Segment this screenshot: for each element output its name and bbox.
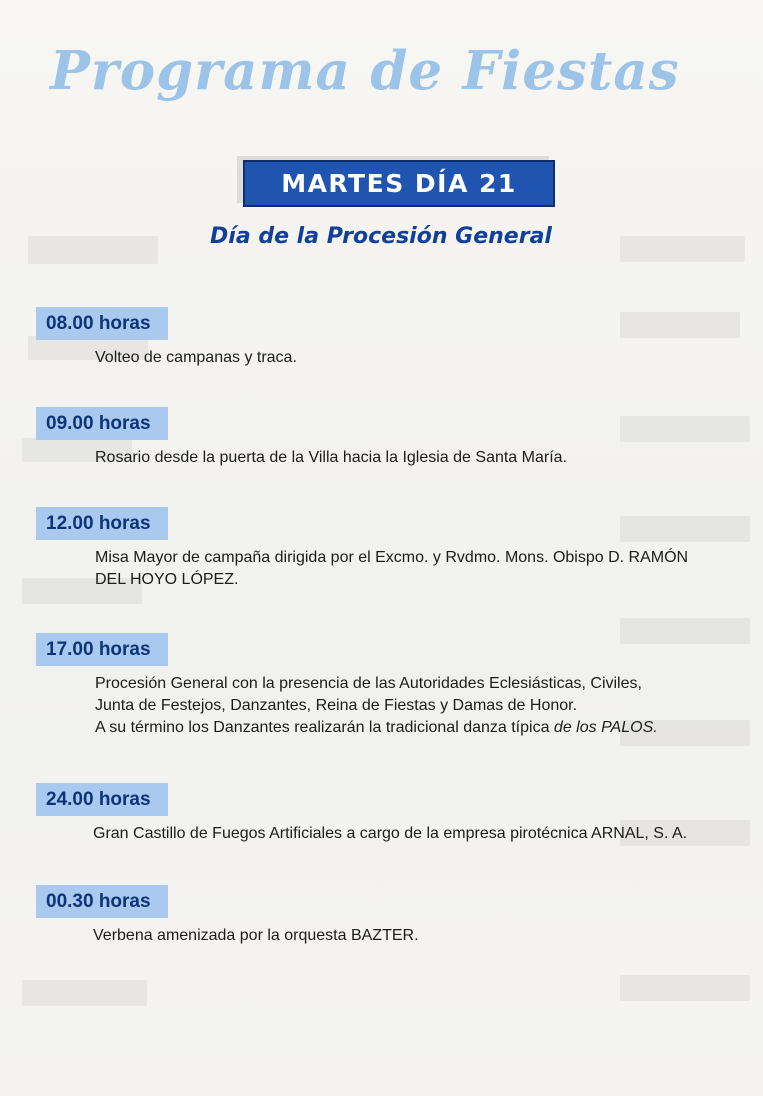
day-banner <box>243 160 555 207</box>
day-subtitle: Día de la Procesión General <box>210 224 552 249</box>
show-through-block <box>620 312 740 338</box>
event-description-italic: de los PALOS. <box>553 719 658 736</box>
event-time: 08.00 horas <box>36 307 168 340</box>
event-description <box>95 673 760 739</box>
event-time: 12.00 horas <box>36 507 168 540</box>
event-description-line: Junta de Festejos, Danzantes, Reina de Fiestas y Damas de Honor. <box>95 697 578 714</box>
event-time: 17.00 horas <box>36 633 168 666</box>
event-time: 24.00 horas <box>36 783 168 816</box>
event-description-line: Procesión General con la presencia de las Autoridades Eclesiásticas, Civiles, <box>95 675 642 692</box>
event-description <box>95 447 760 469</box>
event-time: 09.00 horas <box>36 407 168 440</box>
event-description-line: Volteo de campanas y traca. <box>95 349 297 366</box>
event-time: 00.30 horas <box>36 885 168 918</box>
event-description-line: Rosario desde la puerta de la Villa hacia la Iglesia de Santa María. <box>95 449 567 466</box>
event-description-line: Verbena amenizada por la orquesta BAZTER. <box>93 927 419 944</box>
show-through-block <box>22 980 147 1006</box>
event-description-line: Misa Mayor de campaña dirigida por el Excmo. y Rvdmo. Mons. Obispo D. RAMÓN <box>95 549 689 566</box>
show-through-block <box>620 416 750 442</box>
event-description-line <box>95 717 760 739</box>
show-through-block <box>620 516 750 542</box>
event-description-line: Gran Castillo de Fuegos Artificiales a cargo de la empresa pirotécnica ARNAL, S. A. <box>93 825 688 842</box>
event-description-text: A su término los Danzantes realizarán la tradicional danza típica <box>95 719 554 736</box>
event-description-line: DEL HOYO LÓPEZ. <box>95 571 239 588</box>
show-through-block <box>620 975 750 1001</box>
show-through-block <box>620 618 750 644</box>
event-description <box>95 547 760 591</box>
page-title: Programa de Fiestas <box>50 40 680 102</box>
event-description <box>93 823 758 845</box>
event-description <box>93 925 758 947</box>
event-description <box>95 347 760 369</box>
day-label: MARTES DÍA 21 <box>281 169 517 198</box>
